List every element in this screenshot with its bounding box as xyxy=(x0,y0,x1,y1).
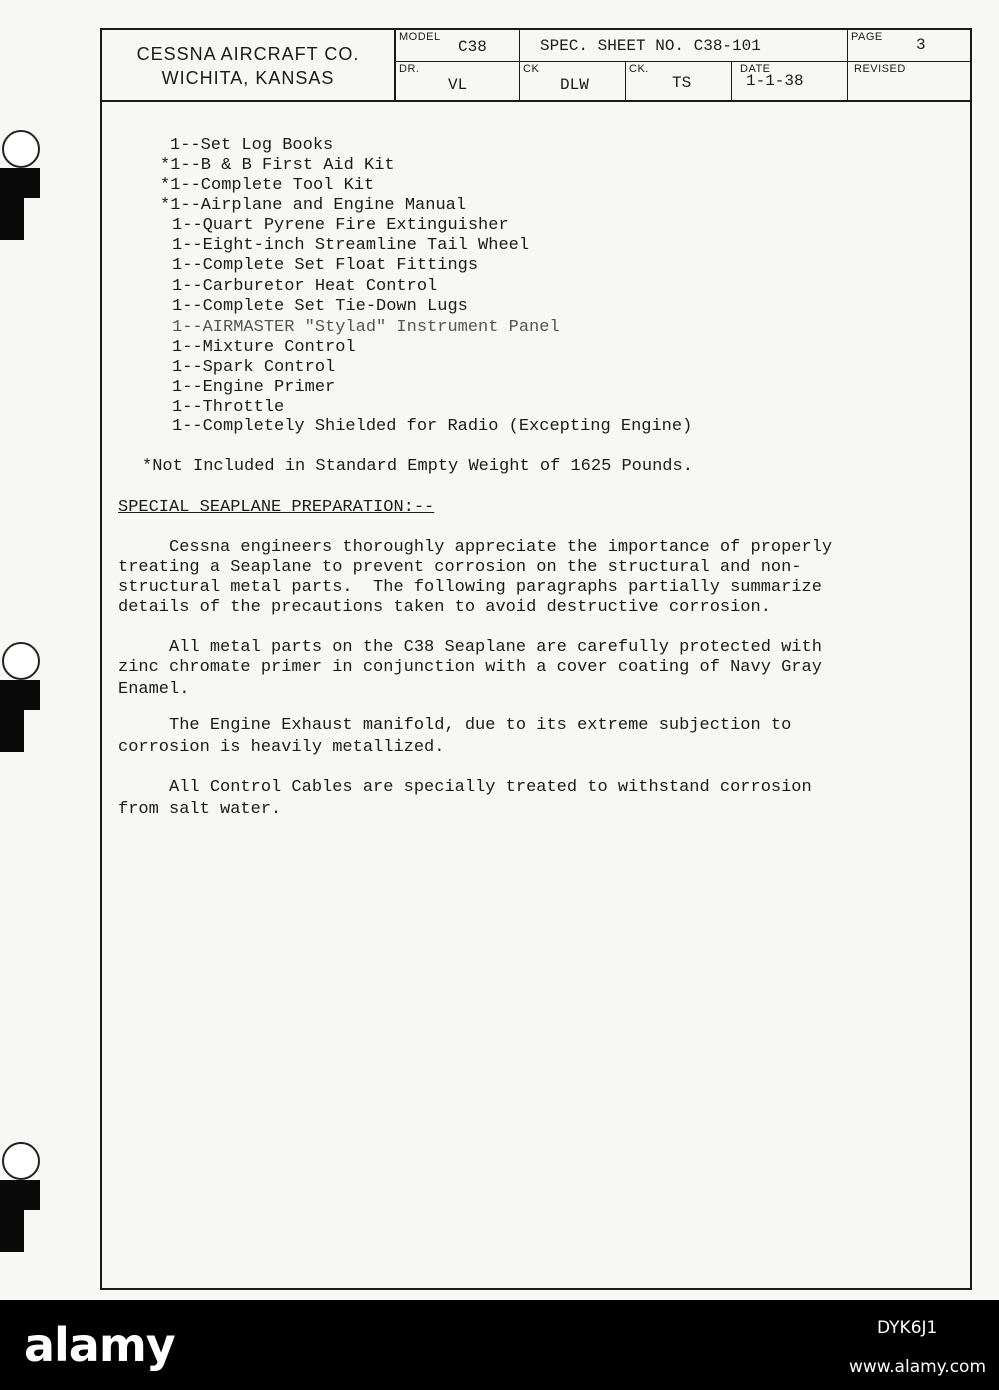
model-cell xyxy=(396,30,520,62)
date-label: DATE xyxy=(740,63,771,75)
list-item: *1--Complete Tool Kit xyxy=(160,176,375,195)
list-item: 1--Complete Set Float Fittings xyxy=(172,256,479,275)
model-label: MODEL xyxy=(399,31,441,43)
page-number: 3 xyxy=(916,36,926,54)
list-item: 1--Completely Shielded for Radio (Excepting Engine) xyxy=(172,417,693,436)
checked-by-value-1: DLW xyxy=(560,76,589,94)
list-item: 1--AIRMASTER "Stylad" Instrument Panel xyxy=(172,318,560,337)
list-item: 1--Quart Pyrene Fire Extinguisher xyxy=(172,216,509,235)
spec-sheet-number: SPEC. SHEET NO. C38-101 xyxy=(540,37,761,55)
watermark-image-id: DYK6J1 xyxy=(877,1318,938,1338)
list-item: *1--Airplane and Engine Manual xyxy=(160,196,467,215)
revised-cell xyxy=(848,62,970,100)
binder-hole-middle xyxy=(0,640,44,752)
list-item: 1--Eight-inch Streamline Tail Wheel xyxy=(172,236,530,255)
model-value: C38 xyxy=(458,38,487,56)
date-cell xyxy=(732,62,848,100)
paragraph-line: corrosion is heavily metallized. xyxy=(118,738,445,757)
list-item: 1--Spark Control xyxy=(172,358,336,377)
company-name: CESSNA AIRCRAFT CO. xyxy=(136,44,360,64)
list-item: 1--Throttle xyxy=(172,398,285,417)
list-item: 1--Mixture Control xyxy=(172,338,356,357)
company-location: WICHITA, KANSAS xyxy=(161,68,335,88)
paragraph-line: details of the precautions taken to avoid destructive corrosion. xyxy=(118,598,771,617)
page-label: PAGE xyxy=(851,31,883,43)
binder-hole-bottom xyxy=(0,1140,44,1252)
checked-by-cell-2 xyxy=(626,62,732,100)
list-item: 1--Carburetor Heat Control xyxy=(172,277,438,296)
binder-hole-top xyxy=(0,128,44,240)
watermark-url: www.alamy.com xyxy=(849,1357,987,1377)
revised-label: REVISED xyxy=(854,63,906,75)
checked-by-cell-1 xyxy=(520,62,626,100)
paragraph-line: from salt water. xyxy=(118,800,282,819)
checked-by-value-2: TS xyxy=(672,74,692,92)
list-item: 1--Engine Primer xyxy=(172,378,336,397)
drawn-by-value: VL xyxy=(448,76,468,94)
paragraph-line: The Engine Exhaust manifold, due to its extreme subjection to xyxy=(118,716,792,735)
paragraph-line: Cessna engineers thoroughly appreciate the importance of properly xyxy=(118,538,833,557)
drawn-by-cell xyxy=(396,62,520,100)
paragraph-line: treating a Seaplane to prevent corrosion on the structural and non- xyxy=(118,558,802,577)
footnote: *Not Included in Standard Empty Weight of 1625 Pounds. xyxy=(142,457,693,476)
date-value: 1-1-38 xyxy=(746,72,804,90)
section-heading: SPECIAL SEAPLANE PREPARATION:-- xyxy=(118,498,435,517)
paragraph-line: All metal parts on the C38 Seaplane are carefully protected with xyxy=(118,638,822,657)
paragraph-line: zinc chromate primer in conjunction with a cover coating of Navy Gray xyxy=(118,658,822,677)
checked-by-label-2: CK. xyxy=(629,63,649,75)
paragraph-line: All Control Cables are specially treated to withstand corrosion xyxy=(118,778,812,797)
page-cell xyxy=(848,30,970,62)
checked-by-label-1: CK xyxy=(523,63,540,75)
spec-sheet-cell xyxy=(520,30,848,62)
paragraph-line: Enamel. xyxy=(118,680,190,699)
title-block xyxy=(102,30,970,102)
company-block xyxy=(102,30,396,100)
drawn-by-label: DR. xyxy=(399,63,420,75)
list-item: 1--Set Log Books xyxy=(170,136,334,155)
list-item: *1--B & B First Aid Kit xyxy=(160,156,395,175)
list-item: 1--Complete Set Tie-Down Lugs xyxy=(172,297,468,316)
watermark-logo: alamy xyxy=(24,1318,175,1372)
paragraph-line: structural metal parts. The following paragraphs partially summarize xyxy=(118,578,822,597)
